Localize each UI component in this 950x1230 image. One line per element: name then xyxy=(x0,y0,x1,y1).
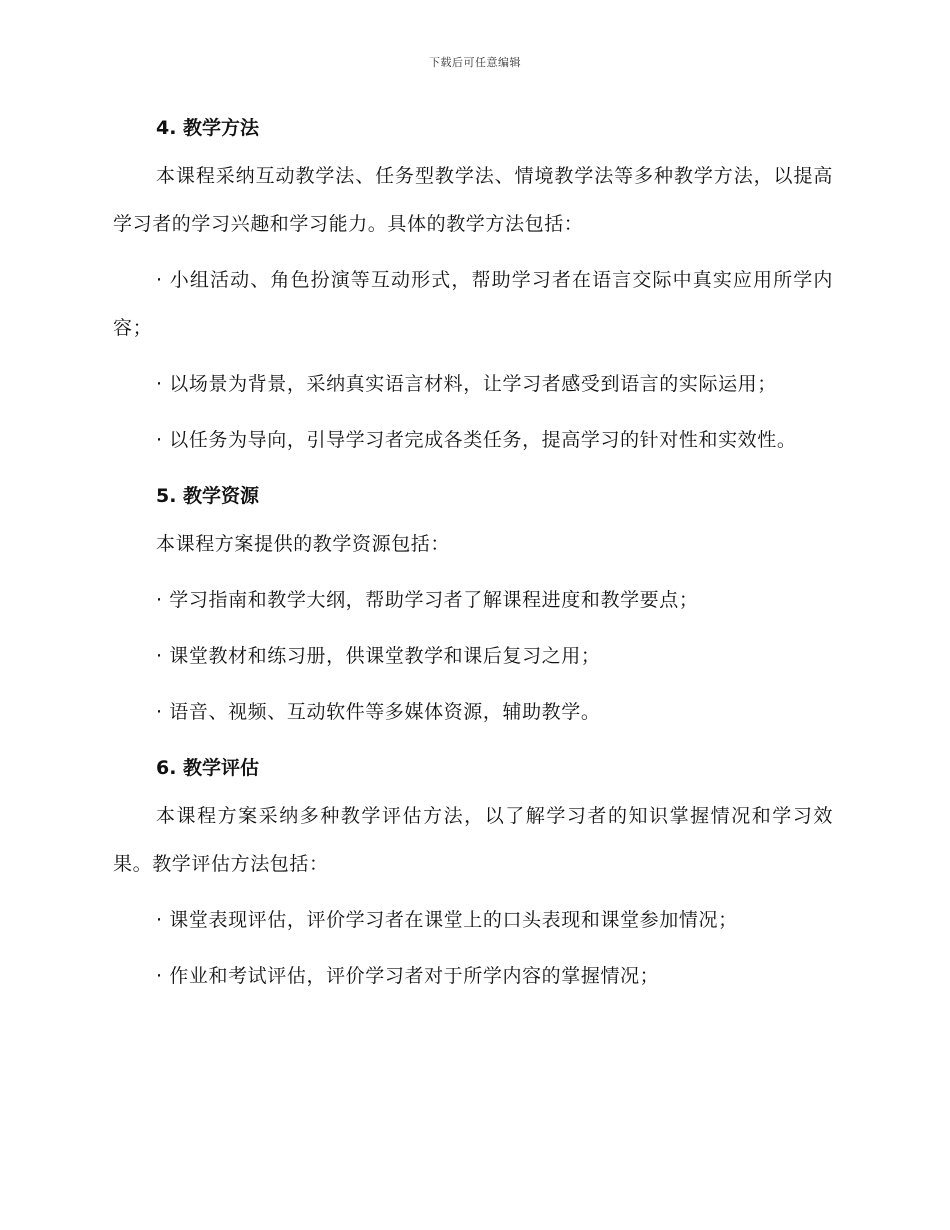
section-teaching-methods xyxy=(113,112,833,464)
list-item: · 课堂教材和练习册，供课堂教学和课后复习之用； xyxy=(156,645,601,667)
section-teaching-evaluation xyxy=(113,752,833,1000)
list-item: · 以任务为导向，引导学习者完成各类任务，提高学习的针对性和实效性。 xyxy=(156,429,797,451)
list-item: · 课堂表现评估，评价学习者在课堂上的口头表现和课堂参加情况； xyxy=(156,909,738,931)
section-heading: 6. 教学评估 xyxy=(156,757,260,779)
section-heading: 4. 教学方法 xyxy=(156,117,260,139)
section-heading: 5. 教学资源 xyxy=(156,485,260,507)
section-intro: 本课程方案提供的教学资源包括： xyxy=(156,533,451,555)
list-item: · 语音、视频、互动软件等多媒体资源，辅助教学。 xyxy=(156,701,601,723)
header-note: 下载后可任意编辑 xyxy=(429,56,521,69)
section-intro: 本课程方案采纳多种教学评估方法，以了解学习者的知识掌握情况和学习效果。教学评估方法包括： xyxy=(113,805,833,875)
list-item: · 小组活动、角色扮演等互动形式，帮助学习者在语言交际中真实应用所学内容； xyxy=(113,269,833,339)
list-item: · 以场景为背景，采纳真实语言材料，让学习者感受到语言的实际运用； xyxy=(156,373,777,395)
section-intro: 本课程采纳互动教学法、任务型教学法、情境教学法等多种教学方法，以提高学习者的学习兴趣和学习能力。具体的教学方法包括： xyxy=(113,165,833,235)
document-content xyxy=(113,112,833,1000)
list-item: · 作业和考试评估，评价学习者对于所学内容的掌握情况； xyxy=(156,965,660,987)
section-teaching-resources xyxy=(113,480,833,736)
list-item: · 学习指南和教学大纲，帮助学习者了解课程进度和教学要点； xyxy=(156,589,699,611)
